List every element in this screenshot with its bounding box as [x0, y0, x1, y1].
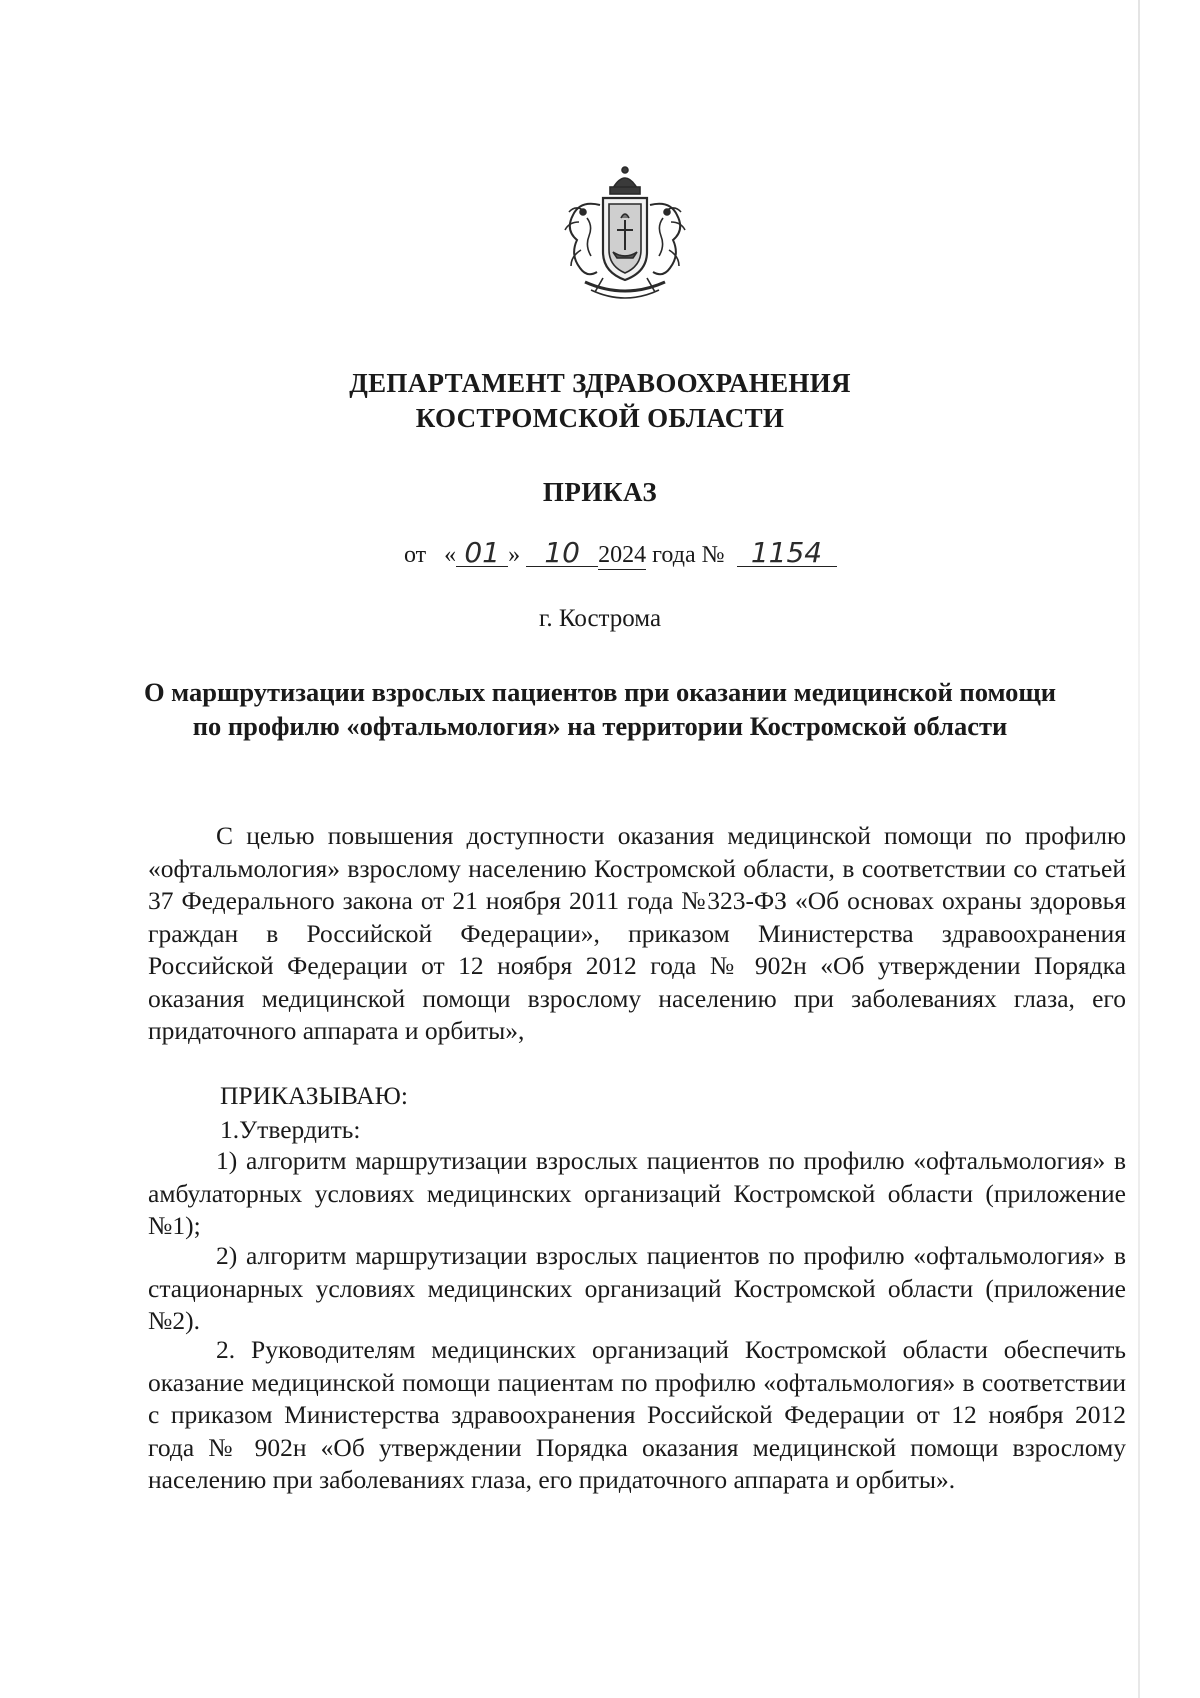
date-prefix: от	[404, 542, 427, 568]
item1-heading: 1.Утвердить:	[220, 1115, 361, 1144]
date-day-handwritten: 01	[456, 540, 508, 567]
scan-edge-line	[1138, 0, 1140, 1698]
coat-of-arms-icon	[525, 160, 725, 310]
order-word: ПРИКАЗЫВАЮ:	[220, 1081, 408, 1110]
order-title-line2: по профилю «офтальмология» на территории Костромской области	[192, 711, 1008, 741]
preamble-text: С целью повышения доступности оказания медицинской помощи по профилю «офтальмология» взрослому населению Костромской области, в соответствии со статьей 37 Федерального закона от 21 ноября 2011 года №323-ФЗ «Об основах охраны здоровья граждан в Российской Федерации», приказом Министерства здравоохранения Российской Федерации от 12 ноября 2012 года № 902н «Об утверждении Порядка оказания медицинской помощи взрослому населению при заболеваниях глаза, его придаточного аппарата и орбиты»,	[148, 821, 1126, 1045]
preamble-paragraph	[148, 820, 1126, 1048]
subitem-2-text: 2) алгоритм маршрутизации взрослых пациентов по профилю «офтальмология» в стационарных условиях медицинских организаций Костромской области (приложение №2).	[148, 1241, 1126, 1335]
order-title-line1: О маршрутизации взрослых пациентов при оказании медицинской помощи	[143, 677, 1057, 707]
date-number-row	[404, 536, 837, 570]
department-name-line1: ДЕПАРТАМЕНТ ЗДРАВООХРАНЕНИЯ	[349, 368, 851, 398]
item-2-text: 2. Руководителям медицинских организаций Костромской области обеспечить оказание медицинской помощи пациентам по профилю «офтальмология» в соответствии с приказом Министерства здравоохранения Российской Федерации от 12 ноября 2012 года № 902н «Об утверждении Порядка оказания медицинской помощи взрослому населению при заболеваниях глаза, его придаточного аппарата и орбиты».	[148, 1335, 1126, 1494]
date-year: 2024	[598, 542, 647, 568]
subitem-2-paragraph	[148, 1240, 1126, 1338]
close-quote: »	[508, 542, 521, 568]
item-2-paragraph	[148, 1334, 1126, 1497]
subitem-1-text: 1) алгоритм маршрутизации взрослых пациентов по профилю «офтальмология» в амбулаторных условиях медицинских организаций Костромской области (приложение №1);	[148, 1146, 1126, 1240]
city-line: г. Кострома	[538, 605, 662, 632]
department-name-line2: КОСТРОМСКОЙ ОБЛАСТИ	[415, 403, 785, 433]
date-year-suffix: года №	[652, 542, 725, 568]
date-month-handwritten: 10	[526, 540, 598, 567]
order-number-handwritten: 1154	[737, 540, 837, 567]
open-quote: «	[444, 542, 457, 568]
document-type-heading: ПРИКАЗ	[542, 477, 658, 507]
subitem-1-paragraph	[148, 1145, 1126, 1243]
